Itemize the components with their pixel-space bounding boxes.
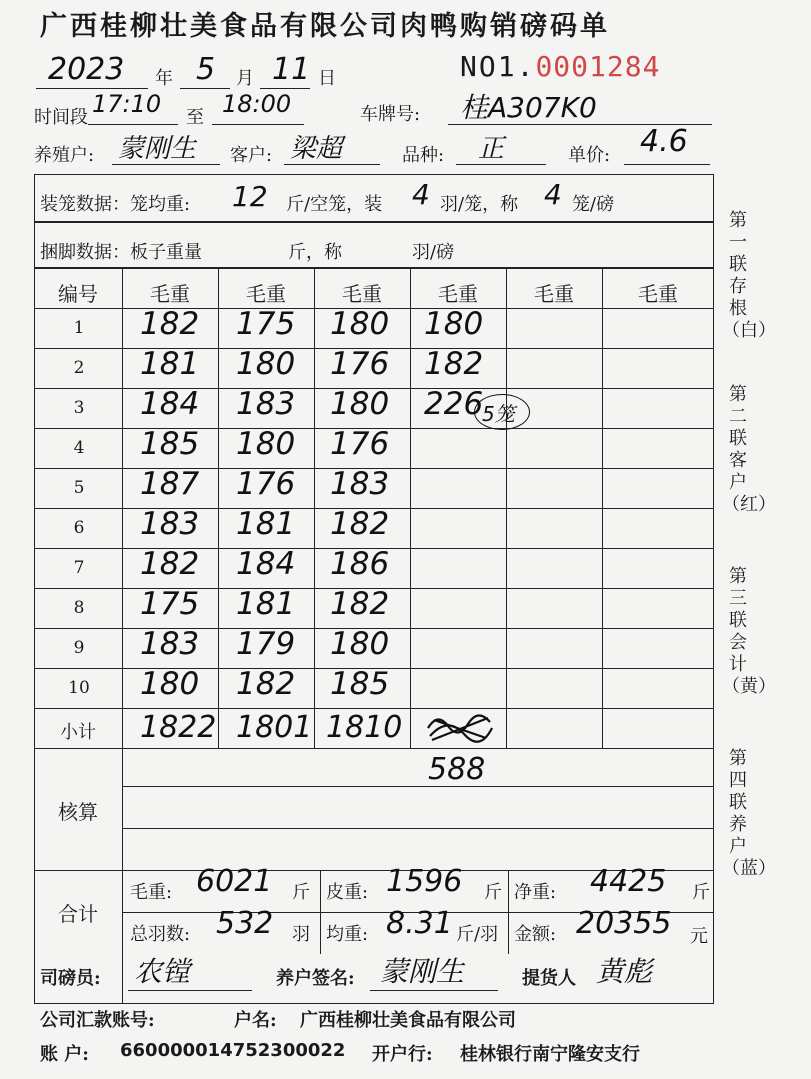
day-label: 日 (318, 68, 336, 89)
serial-digits: 0001284 (535, 50, 661, 83)
foot-text: 捆脚数据：板子重量 (40, 242, 202, 263)
date-day: 11 (272, 52, 311, 87)
branch-name: 桂林银行南宁隆安支行 (460, 1044, 640, 1065)
company-name: 广西桂柳壮美食品有限公司 (300, 1010, 516, 1031)
weight-cell: 183 (236, 386, 296, 422)
col-header-2: 毛重 (246, 282, 286, 306)
farmer-sign-label: 养户签名: (276, 968, 355, 989)
date-year: 2023 (48, 52, 125, 87)
avg-label: 均重: (326, 924, 369, 945)
cage-unit3: 笼/磅 (572, 194, 615, 215)
weight-cell: 176 (330, 426, 390, 462)
cage-unit2: 羽/笼，称 (440, 194, 519, 215)
amount-label: 金额: (514, 924, 557, 945)
weight-cell: 180 (140, 666, 200, 702)
tare-value: 1596 (386, 864, 463, 899)
acct-label: 账 户: (40, 1044, 89, 1065)
tare-unit: 斤 (484, 882, 502, 903)
unit-price-label: 单价: (568, 145, 611, 166)
weight-cell: 185 (140, 426, 200, 462)
weigher-label: 司磅员: (40, 968, 101, 989)
weight-cell: 176 (236, 466, 296, 502)
serial-number (460, 50, 660, 83)
gross-label: 毛重: (130, 882, 173, 903)
col-header-6: 毛重 (638, 282, 678, 306)
farmer-value: 蒙刚生 (118, 134, 197, 164)
cage-per-cage: 4 (412, 178, 430, 211)
cage-avg-weight: 12 (232, 180, 268, 213)
foot-unit1: 斤，称 (288, 242, 342, 263)
gross-unit: 斤 (292, 882, 310, 903)
totals-label: 合计 (58, 902, 98, 926)
weight-cell: 184 (140, 386, 200, 422)
row-id-8: 8 (73, 598, 85, 618)
amount-value: 20355 (576, 906, 672, 941)
customer-value: 梁超 (290, 134, 343, 164)
acct-number: 660000014752300022 (120, 1040, 346, 1061)
weight-cell: 175 (140, 586, 200, 622)
weight-cell: 180 (236, 346, 296, 382)
subtotal-1: 1822 (140, 710, 217, 745)
weigher-signature: 农镗 (134, 955, 191, 988)
farmer-signature: 蒙刚生 (380, 955, 465, 988)
gross-value: 6021 (196, 864, 273, 899)
weight-cell: 182 (140, 546, 200, 582)
farmer-label: 养殖户: (34, 145, 95, 166)
side-label-4: 第四联养户（蓝） (722, 748, 776, 879)
form-title: 广西桂柳壮美食品有限公司肉鸭购销磅码单 (40, 11, 610, 42)
row-id-7: 7 (73, 558, 85, 578)
side-label-3: 第三联会计（黄） (722, 566, 776, 697)
col-header-5: 毛重 (534, 282, 574, 306)
cage-unit1: 斤/空笼，装 (286, 194, 383, 215)
date-month: 5 (196, 52, 216, 87)
weight-cell: 181 (236, 586, 296, 622)
weight-cell: 180 (330, 626, 390, 662)
weight-cell: 181 (236, 506, 296, 542)
weight-cell: 183 (330, 466, 390, 502)
circled-note-text: 5笼 (482, 402, 515, 426)
customer-label: 客户: (230, 145, 273, 166)
time-to-label: 至 (186, 107, 204, 128)
cage-count: 4 (544, 178, 562, 211)
time-from: 17:10 (92, 90, 162, 118)
plate-label: 车牌号: (360, 104, 421, 125)
weight-cell: 175 (236, 306, 296, 342)
net-unit: 斤 (692, 882, 710, 903)
row-id-5: 5 (73, 478, 85, 498)
foot-unit2: 羽/磅 (412, 242, 455, 263)
weight-cell: 186 (330, 546, 390, 582)
row-id-9: 9 (73, 638, 85, 658)
net-value: 4425 (590, 864, 667, 899)
weight-cell: 180 (236, 426, 296, 462)
side-label-2: 第二联客户（红） (722, 384, 776, 515)
row-id-2: 2 (73, 358, 85, 378)
side-label-1: 第一联存根（白） (722, 210, 776, 341)
row-id-10: 10 (68, 678, 90, 698)
weight-cell: 182 (424, 346, 484, 382)
birds-label: 总羽数: (130, 924, 191, 945)
name-label: 户名: (234, 1010, 277, 1031)
weight-cell: 182 (236, 666, 296, 702)
weight-cell: 182 (140, 306, 200, 342)
check-value: 588 (428, 752, 486, 787)
avg-value: 8.31 (386, 906, 453, 941)
birds-unit: 羽 (292, 924, 310, 945)
variety-label: 品种: (402, 145, 445, 166)
weight-cell: 176 (330, 346, 390, 382)
subtotal-label: 小计 (60, 722, 96, 743)
weight-cell: 179 (236, 626, 296, 662)
net-label: 净重: (514, 882, 557, 903)
serial-prefix: NO1. (460, 50, 536, 83)
weight-cell: 184 (236, 546, 296, 582)
plate-value: 桂A307K0 (460, 91, 597, 124)
variety-value: 正 (478, 134, 505, 164)
weight-cell: 180 (330, 306, 390, 342)
weight-cell: 180 (424, 306, 484, 342)
tare-label: 皮重: (326, 882, 369, 903)
scribble-mark (424, 708, 496, 746)
time-label: 时间段 (34, 107, 88, 128)
col-header-3: 毛重 (342, 282, 382, 306)
row-id-3: 3 (73, 398, 85, 418)
id-header: 编号 (58, 282, 98, 306)
col-header-1: 毛重 (150, 282, 190, 306)
unit-price-value: 4.6 (640, 124, 688, 159)
weight-cell: 182 (330, 506, 390, 542)
month-label: 月 (236, 68, 254, 89)
check-label: 核算 (58, 800, 98, 824)
weight-cell: 226 (424, 386, 484, 422)
year-label: 年 (155, 68, 173, 89)
weight-cell: 183 (140, 506, 200, 542)
row-id-6: 6 (73, 518, 85, 538)
birds-value: 532 (216, 906, 274, 941)
branch-label: 开户行: (372, 1044, 433, 1065)
row-id-1: 1 (73, 318, 85, 338)
col-header-4: 毛重 (438, 282, 478, 306)
avg-unit: 斤/羽 (456, 924, 499, 945)
amount-unit: 元 (690, 926, 708, 947)
cage-prefix: 装笼数据：笼均重: (40, 194, 191, 215)
weight-cell: 187 (140, 466, 200, 502)
time-to: 18:00 (222, 90, 292, 118)
picker-signature: 黄彪 (596, 955, 653, 988)
weight-cell: 181 (140, 346, 200, 382)
weight-cell: 185 (330, 666, 390, 702)
account-label: 公司汇款账号: (40, 1010, 155, 1031)
weight-cell: 180 (330, 386, 390, 422)
weight-cell: 182 (330, 586, 390, 622)
picker-label: 提货人 (522, 968, 576, 989)
weight-cell: 183 (140, 626, 200, 662)
row-id-4: 4 (73, 438, 85, 458)
subtotal-2: 1801 (236, 710, 313, 745)
subtotal-3: 1810 (326, 710, 403, 745)
